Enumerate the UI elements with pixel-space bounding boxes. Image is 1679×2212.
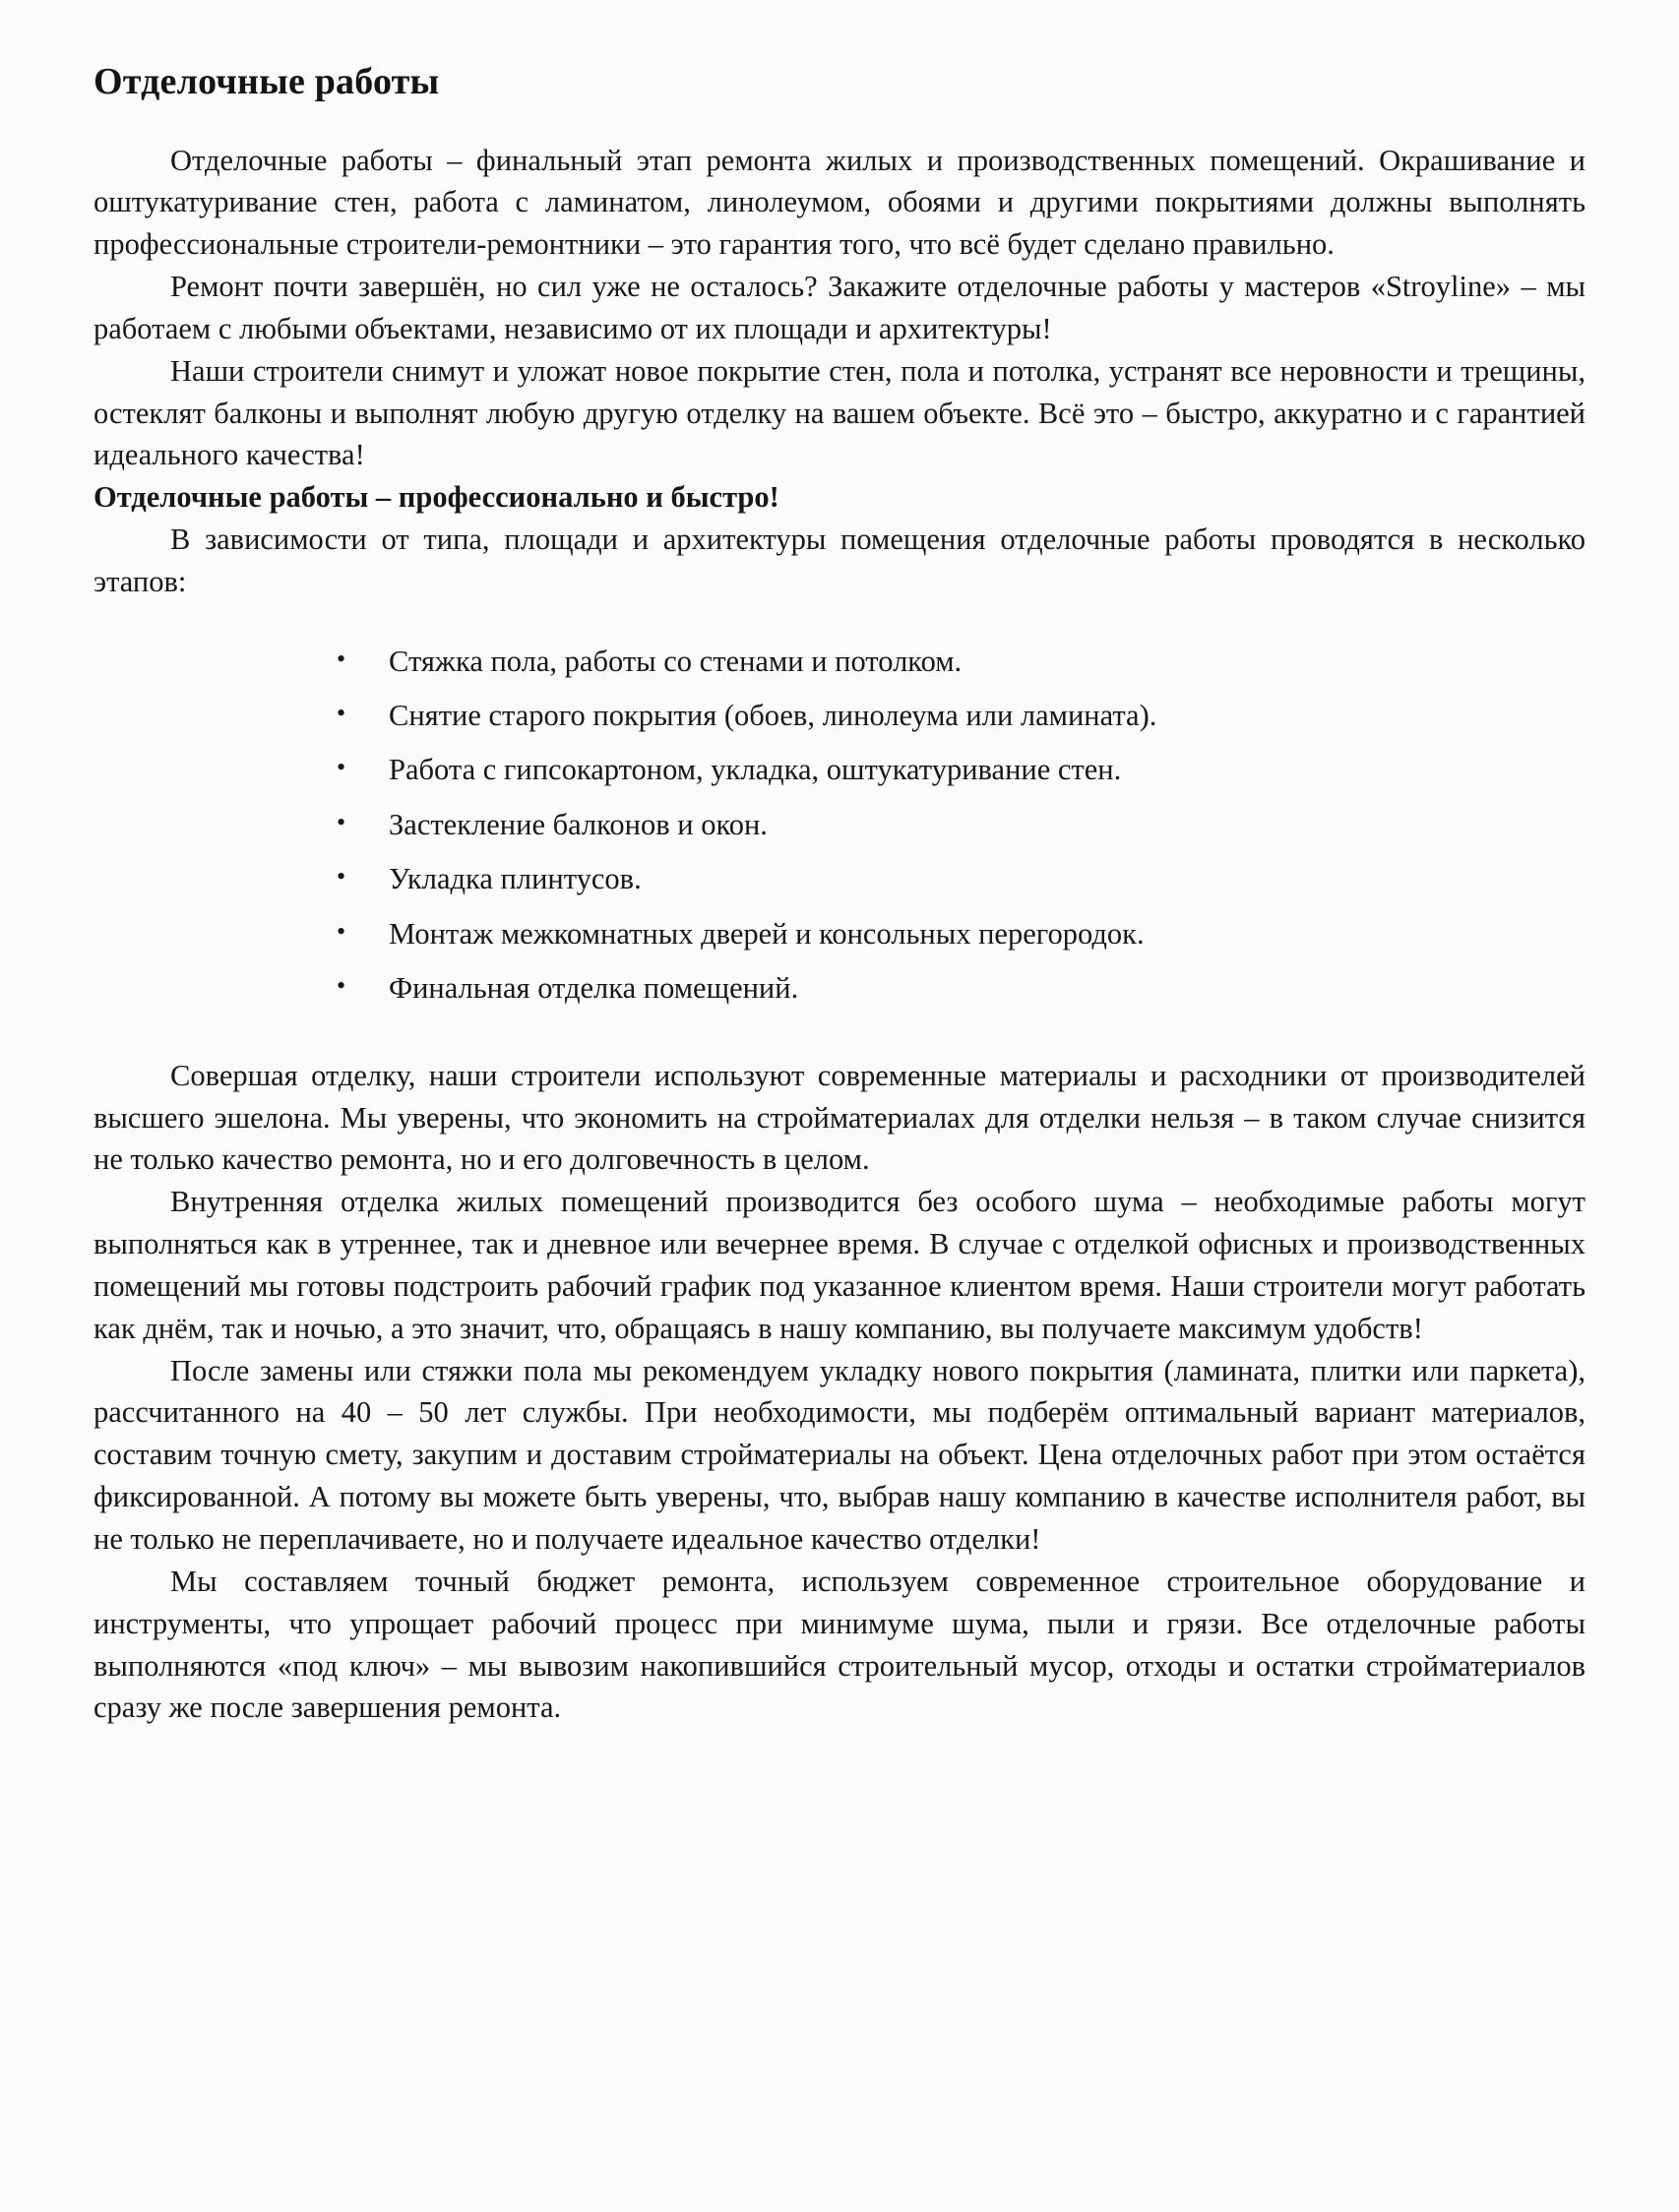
list-item-label: Снятие старого покрытия (обоев, линолеума или ламината). <box>389 699 1157 733</box>
list-item-label: Финальная отделка помещений. <box>389 970 799 1005</box>
list-item <box>93 695 1586 737</box>
bullet-icon: • <box>337 644 346 673</box>
paragraph-intro-3: Наши строители снимут и уложат новое покрытие стен, пола и потолка, устранят все неровности и трещины, остеклят балконы и выполнят любую другую отделку на вашем объекте. Всё это – быстро, аккуратно и с гарантией идеального качества! <box>93 353 1586 472</box>
paragraph-list-intro: В зависимости от типа, площади и архитектуры помещения отделочные работы проводятся в несколько этапов: <box>93 522 1586 598</box>
bullet-icon: • <box>337 862 346 891</box>
paragraph-intro-1: Отделочные работы – финальный этап ремонта жилых и производственных помещений. Окрашивание и оштукатуривание стен, работа с ламинатом, линолеумом, обоями и другими покрытиями должны выполнять профессиональные строители-ремонтники – это гарантия того, что всё будет сделано правильно. <box>93 143 1586 262</box>
list-item-label: Застекление балконов и окон. <box>389 807 768 841</box>
section-subheading: Отделочные работы – профессионально и быстро! <box>93 480 779 515</box>
list-item <box>93 967 1586 1010</box>
list-item-label: Стяжка пола, работы со стенами и потолком. <box>389 644 963 678</box>
list-item <box>93 804 1586 846</box>
list-item-label: Монтаж межкомнатных дверей и консольных перегородок. <box>389 916 1145 951</box>
list-item-label: Работа с гипсокартоном, укладка, оштукатуривание стен. <box>389 753 1122 787</box>
stages-list <box>93 641 1586 1010</box>
list-item <box>93 641 1586 683</box>
bullet-icon: • <box>337 807 346 836</box>
bullet-icon: • <box>337 753 346 782</box>
bullet-icon: • <box>337 970 346 1000</box>
paragraph-materials: Совершая отделку, наши строители используют современные материалы и расходники от производителей высшего эшелона. Мы уверены, что экономить на стройматериалах для отделки нельзя – в таком случае снизится не только качество ремонта, но и его долговечность в целом. <box>93 1058 1586 1177</box>
bullet-icon: • <box>337 699 346 728</box>
paragraph-intro-2: Ремонт почти завершён, но сил уже не осталось? Закажите отделочные работы у мастеров «Stroyline» – мы работаем с любыми объектами, независимо от их площади и архитектуры! <box>93 270 1586 345</box>
list-item-label: Укладка плинтусов. <box>389 862 642 896</box>
list-item <box>93 858 1586 900</box>
paragraph-flooring: После замены или стяжки пола мы рекомендуем укладку нового покрытия (ламината, плитки или паркета), рассчитанного на 40 – 50 лет службы. При необходимости, мы подберём оптимальный вариант материалов, составим точную смету, закупим и доставим стройматериалы на объект. Цена отделочных работ при этом остаётся фиксированной. А потому вы можете быть уверены, что, выбрав нашу компанию в качестве исполнителя работ, вы не только не переплачиваете, но и получаете идеальное качество отделки! <box>93 1353 1586 1556</box>
paragraph-schedule: Внутренняя отделка жилых помещений производится без особого шума – необходимые работы могут выполняться как в утреннее, так и дневное или вечернее время. В случае с отделкой офисных и производственных помещений мы готовы подстроить рабочий график под указанное клиентом время. Наши строители могут работать как днём, так и ночью, а это значит, что, обращаясь в нашу компанию, вы получаете максимум удобств! <box>93 1185 1586 1345</box>
page-title: Отделочные работы <box>93 61 440 102</box>
list-item <box>93 749 1586 791</box>
paragraph-budget: Мы составляем точный бюджет ремонта, используем современное строительное оборудование и инструменты, что упрощает рабочий процесс при минимуме шума, пыли и грязи. Все отделочные работы выполняются «под ключ» – мы вывозим накопившийся строительный мусор, отходы и остатки стройматериалов сразу же после завершения ремонта. <box>93 1564 1586 1725</box>
list-item <box>93 913 1586 955</box>
bullet-icon: • <box>337 916 346 946</box>
